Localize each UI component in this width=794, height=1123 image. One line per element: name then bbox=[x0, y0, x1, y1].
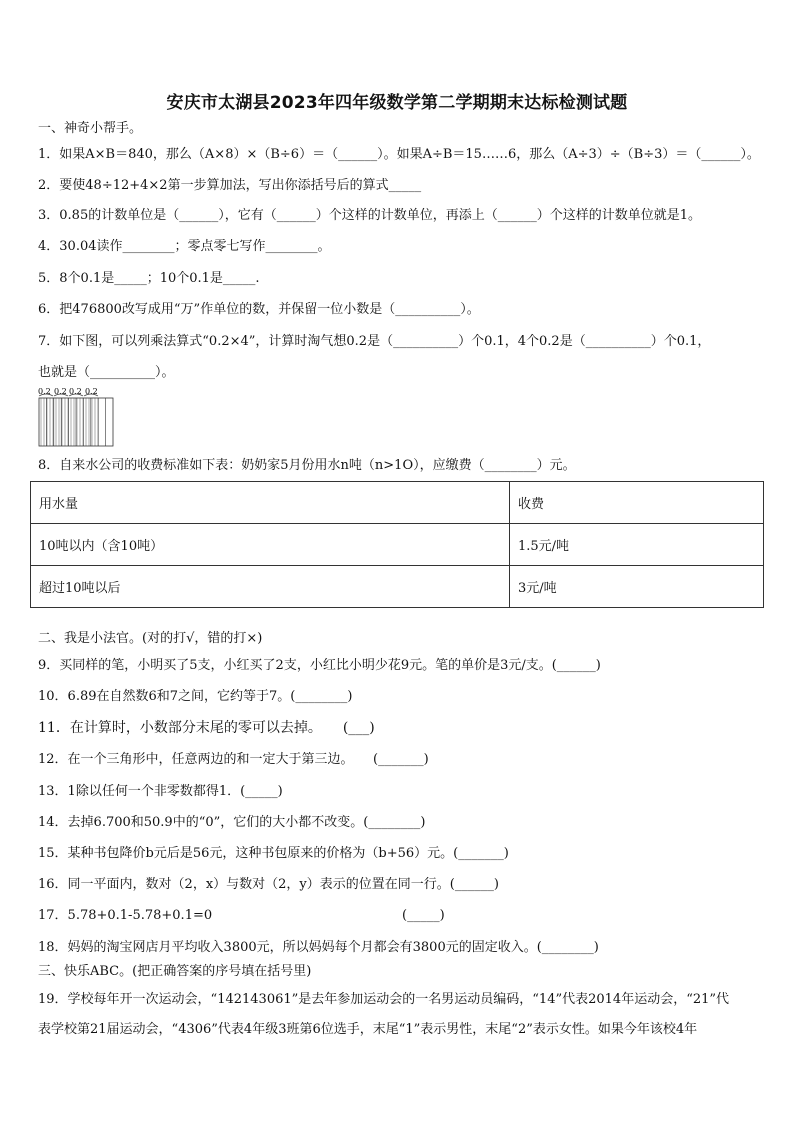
table-row bbox=[31, 482, 764, 524]
question-2: 2．要使48÷12+4×2第一步算加法，写出你添括号后的算式_____ bbox=[38, 178, 422, 193]
question-7: 7．如下图，可以列乘法算式“0.2×4”，计算时淘气想0.2是（__________）个0.1，4个0.2是（__________）个0.1， bbox=[38, 334, 711, 349]
decimal-strip-figure bbox=[37, 386, 117, 448]
table-header-cell: 收费 bbox=[510, 482, 764, 524]
water-fee-table bbox=[30, 481, 764, 608]
figure-label: 0.2 bbox=[85, 387, 98, 396]
question-15: 15．某种书包降价b元后是56元，这种书包原来的价格为（b+56）元。(_______) bbox=[38, 846, 509, 861]
question-12: 12．在一个三角形中，任意两边的和一定大于第三边。 (_______) bbox=[38, 752, 429, 767]
figure-label: 0.2 bbox=[54, 387, 67, 396]
question-19: 19．学校每年开一次运动会，“142143061”是去年参加运动会的一名男运动员编码，“14”代表2014年运动会，“21”代 bbox=[38, 992, 730, 1007]
question-11: 11．在计算时，小数部分末尾的零可以去掉。 (___) bbox=[38, 720, 375, 736]
question-17-answer-blank: (_____) bbox=[402, 908, 445, 923]
table-row bbox=[31, 566, 764, 608]
table-cell: 1.5元/吨 bbox=[510, 524, 764, 566]
table-cell: 超过10吨以后 bbox=[31, 566, 510, 608]
question-7-continued: 也就是（__________）。 bbox=[38, 365, 175, 380]
table-header-cell: 用水量 bbox=[31, 482, 510, 524]
question-14: 14．去掉6.700和50.9中的“0”，它们的大小都不改变。(________) bbox=[38, 815, 426, 830]
figure-label: 0.2 bbox=[38, 387, 51, 396]
question-16: 16．同一平面内，数对（2，x）与数对（2，y）表示的位置在同一行。(______) bbox=[38, 877, 499, 892]
page-title: 安庆市太湖县2023年四年级数学第二学期期末达标检测试题 bbox=[166, 93, 628, 113]
figure-label: 0.2 bbox=[69, 387, 82, 396]
question-5: 5．8个0.1是_____；10个0.1是_____. bbox=[38, 271, 260, 286]
question-4: 4．30.04读作________；零点零七写作________。 bbox=[38, 239, 331, 254]
table-cell: 10吨以内（含10吨） bbox=[31, 524, 510, 566]
question-6: 6．把476800改写成用“万”作单位的数，并保留一位小数是（__________）。 bbox=[38, 302, 480, 317]
question-3: 3．0.85的计数单位是（______），它有（______）个这样的计数单位，再添上（______）个这样的计数单位就是1。 bbox=[38, 208, 701, 223]
table-cell: 3元/吨 bbox=[510, 566, 764, 608]
question-19-continued: 表学校第21届运动会，“4306”代表4年级3班第6位选手，末尾“1”表示男性，末尾“2”表示女性。如果今年该校4年 bbox=[38, 1022, 698, 1037]
question-1: 1．如果A×B＝840，那么（A×8）×（B÷6）＝（______）。如果A÷B＝15……6，那么（A÷3）÷（B÷3）＝（______）。 bbox=[38, 147, 760, 162]
question-17: 17．5.78+0.1-5.78+0.1=0 bbox=[38, 908, 213, 923]
question-18: 18．妈妈的淘宝网店月平均收入3800元，所以妈妈每个月都会有3800元的固定收入。(________) bbox=[38, 940, 599, 955]
section-heading-2: 二、我是小法官。(对的打√，错的打×) bbox=[38, 631, 263, 646]
question-9: 9．买同样的笔，小明买了5支，小红买了2支，小红比小明少花9元。笔的单价是3元/支。(______) bbox=[38, 658, 601, 673]
section-heading-1: 一、神奇小帮手。 bbox=[38, 121, 143, 136]
question-8: 8．自来水公司的收费标准如下表：奶奶家5月份用水n吨（n>1O），应缴费（________）元。 bbox=[38, 458, 576, 473]
question-13: 13．1除以任何一个非零数都得1．(_____) bbox=[38, 784, 283, 799]
table-row bbox=[31, 524, 764, 566]
section-heading-3: 三、快乐ABC。(把正确答案的序号填在括号里) bbox=[38, 964, 312, 979]
question-10: 10．6.89在自然数6和7之间，它约等于7。(________) bbox=[38, 689, 353, 704]
